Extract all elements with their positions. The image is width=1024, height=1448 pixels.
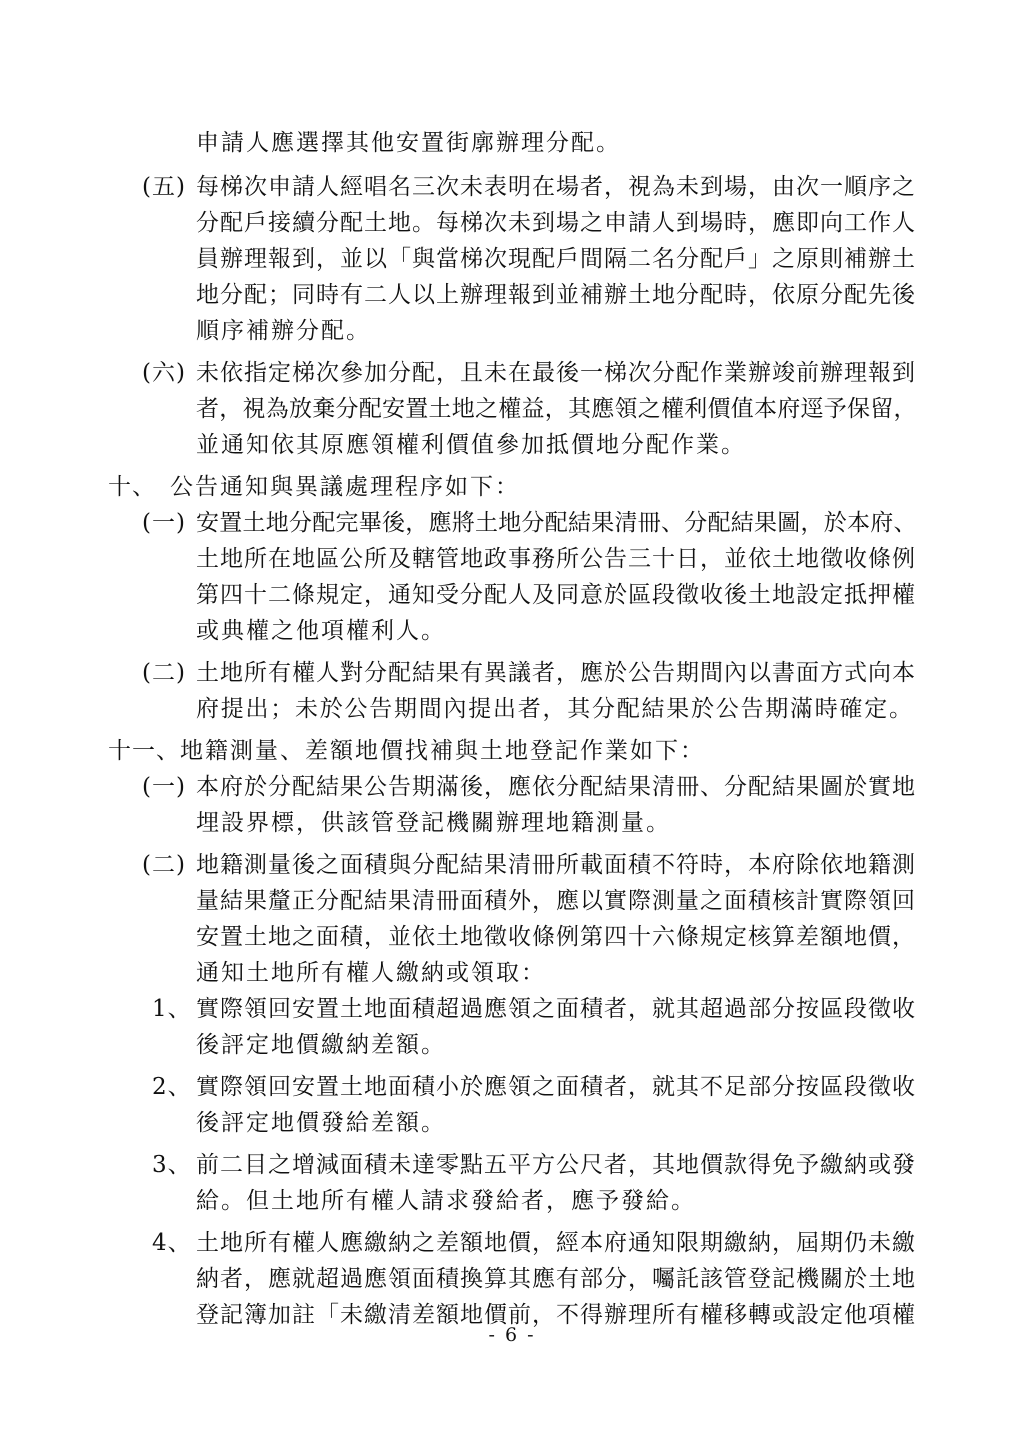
text-line: 登記簿加註「未繳清差額地價前，不得辦理所有權移轉或設定他項權	[196, 1302, 916, 1328]
text-line: 前二目之增減面積未達零點五平方公尺者，其地價款得免予繳納或發	[196, 1152, 916, 1178]
section-marker: 十、	[108, 474, 156, 500]
subitem-marker: 3、	[152, 1152, 192, 1178]
item-marker: (二)	[142, 852, 186, 878]
item-marker: (六)	[142, 360, 186, 386]
item-marker: (五)	[142, 174, 186, 200]
subitem-marker: 1、	[152, 996, 192, 1022]
text-line: 後評定地價發給差額。	[196, 1110, 446, 1136]
item-marker: (一)	[142, 510, 186, 536]
subitem-marker: 2、	[152, 1074, 192, 1100]
text-line: 順序補辦分配。	[196, 318, 371, 344]
text-line: 地分配；同時有二人以上辦理報到並補辦土地分配時，依原分配先後	[196, 282, 916, 308]
text-line: 分配戶接續分配土地。每梯次未到場之申請人到場時，應即向工作人	[196, 210, 916, 236]
text-line: 未依指定梯次參加分配，且未在最後一梯次分配作業辦竣前辦理報到	[196, 360, 916, 386]
text-line: 本府於分配結果公告期滿後，應依分配結果清冊、分配結果圖於實地	[196, 774, 916, 800]
section-heading: 地籍測量、差額地價找補與土地登記作業如下：	[180, 738, 705, 764]
text-line: 者，視為放棄分配安置土地之權益，其應領之權利價值本府逕予保留，	[196, 396, 917, 422]
text-line: 後評定地價繳納差額。	[196, 1032, 446, 1058]
text-line: 地籍測量後之面積與分配結果清冊所載面積不符時，本府除依地籍測	[196, 852, 916, 878]
text-line: 並通知依其原應領權利價值參加抵價地分配作業。	[196, 432, 746, 458]
text-line: 納者，應就超過應領面積換算其應有部分，囑託該管登記機關於土地	[196, 1266, 916, 1292]
section-heading: 公告通知與異議處理程序如下：	[170, 474, 520, 500]
text-line: 給。但土地所有權人請求發給者，應予發給。	[196, 1188, 696, 1214]
section-marker: 十一、	[108, 738, 180, 764]
text-line: 安置土地之面積，並依土地徵收條例第四十六條規定核算差額地價，	[196, 924, 916, 950]
text-line: 府提出；未於公告期間內提出者，其分配結果於公告期滿時確定。	[196, 696, 914, 722]
text-line: 員辦理報到，並以「與當梯次現配戶間隔二名分配戶」之原則補辦土	[196, 246, 916, 272]
text-line: 通知土地所有權人繳納或領取：	[196, 960, 546, 986]
item-marker: (一)	[142, 774, 186, 800]
text-line: 土地所有權人對分配結果有異議者，應於公告期間內以書面方式向本	[196, 660, 916, 686]
text-line: 量結果釐正分配結果清冊面積外，應以實際測量之面積核計實際領回	[196, 888, 916, 914]
text-line: 第四十二條規定，通知受分配人及同意於區段徵收後土地設定抵押權	[196, 582, 916, 608]
text-line: 實際領回安置土地面積超過應領之面積者，就其超過部分按區段徵收	[196, 996, 916, 1022]
text-line: 申請人應選擇其他安置街廓辦理分配。	[196, 130, 621, 156]
text-line: 安置土地分配完畢後，應將土地分配結果清冊、分配結果圖，於本府、	[196, 510, 917, 536]
text-line: 或典權之他項權利人。	[196, 618, 446, 644]
item-marker: (二)	[142, 660, 186, 686]
page-number: - 6 -	[488, 1324, 536, 1346]
text-line: 實際領回安置土地面積小於應領之面積者，就其不足部分按區段徵收	[196, 1074, 916, 1100]
text-line: 每梯次申請人經唱名三次未表明在場者，視為未到場，由次一順序之	[196, 174, 916, 200]
text-line: 土地所在地區公所及轄管地政事務所公告三十日，並依土地徵收條例	[196, 546, 916, 572]
text-line: 土地所有權人應繳納之差額地價，經本府通知限期繳納，屆期仍未繳	[196, 1230, 916, 1256]
text-line: 埋設界標，供該管登記機關辦理地籍測量。	[196, 810, 671, 836]
subitem-marker: 4、	[152, 1230, 192, 1256]
